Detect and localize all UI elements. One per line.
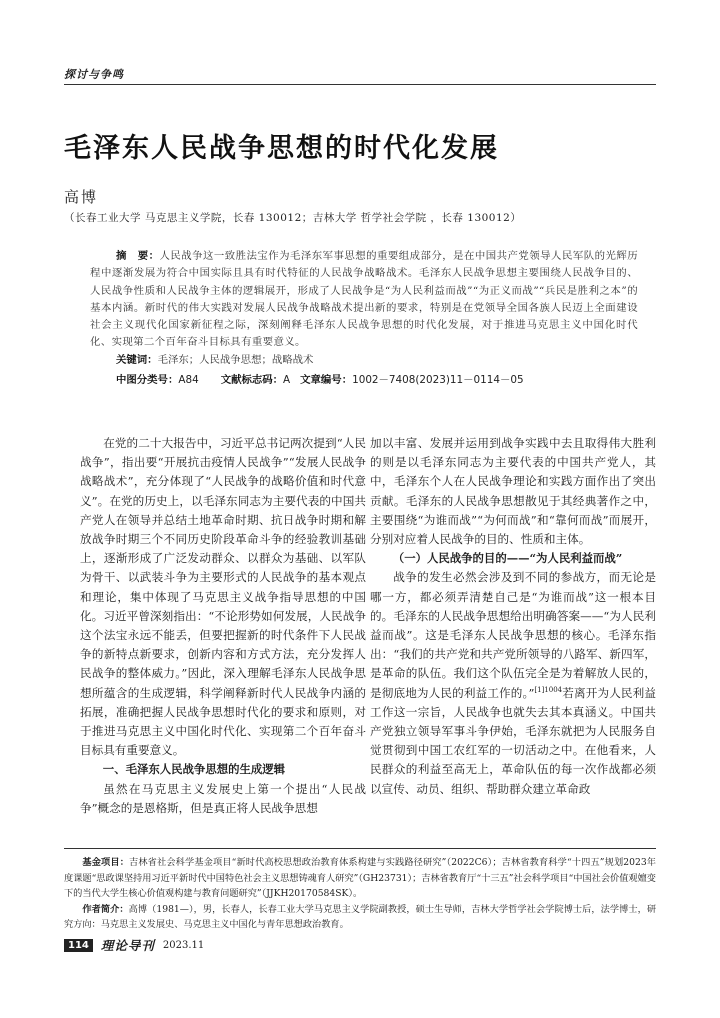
body-paragraph: 在党的二十大报告中，习近平总书记两次提到“人民战争”，指出要“开展抗击疫情人民战争”“发展人民战争战略战术”，充分体现了“人民战争的战略价值和时代意义”。在党的历史上，以毛泽东同志为主要代表的中国共产党人在领导并总结土地革命时期、抗日战争时期和解放战争时期三个不同历史阶段革命斗争的经验教训基础上，逐渐形成了广泛发动群众、以群众为基础、以军队为骨干、以武装斗争为主要形式的人民战争的基本观点和理论，集中体现了马克思主义战争指导思想的中国化。习近平曾深刻指出：“不论形势如何发展，人民战争这个法宝永远不能丢，但要把握新的时代条件下人民战争的新特点新要求，创新内容和方式方法，充分发挥人民战争的整体威力。”因此，深入理解毛泽东人民战争思想所蕴含的生成逻辑，科学阐释新时代人民战争内涵的拓展，准确把握人民战争思想时代化的要求和原则，对于推进马克思主义中国化时代化、实现第二个百年奋斗目标具有重要意义。 <box>80 436 366 758</box>
article-no-label: 文章编号： <box>300 374 353 386</box>
page-footer <box>64 937 204 953</box>
doc-code-label: 文献标志码： <box>220 374 284 386</box>
body-right-column <box>370 434 656 799</box>
section-heading-2: （一）人民战争的目的——“为人民利益而战” <box>392 551 623 566</box>
author-name: 高博 <box>64 188 99 206</box>
keywords-label: 关键词： <box>116 354 158 366</box>
fund-text: 吉林省社会科学基金项目“新时代高校思想政治教育体系构建与实践路径研究”（2022C6）；吉林省教育科学“十四五”规划2023年度课题“思政课坚持用习近平新时代中国特色社会主义思想铸魂育人研究”（GH23731）；吉林省教育厅“十三五”社会科学项目“中国社会价值观嬗变下的当代大学生核心价值观构建与教育问题研究”（JJKH20170584SK）。 <box>64 857 656 900</box>
keywords <box>116 351 313 366</box>
article-no-value: 1002－7408(2023)11－0114－05 <box>352 374 524 386</box>
body-paragraph: 虽然在马克思主义发展史上第一个提出“人民战争”概念的是恩格斯，但是真正将人民战争思想 <box>80 781 366 815</box>
fund-label: 基金项目： <box>82 857 130 868</box>
section-heading-1: 一、毛泽东人民战争思想的生成逻辑 <box>102 762 286 777</box>
body-text: 若离开为人民利益工作这一宗旨，人民战争也就失去其本真涵义。中国共产党独立领导军事斗争伊始，毛泽东就把为人民服务自觉贯彻到中国工农红军的一切活动之中。在他看来，人民群众的利益至高无上，革命队伍的每一次作战都必须以宣传、动员、组织、帮助群众建立革命政 <box>370 685 656 796</box>
keywords-text: 毛泽东；人民战争思想；战略战术 <box>157 354 314 366</box>
abstract-label: 摘 要： <box>116 250 160 262</box>
body-text: 战争的发生必然会涉及到不同的参战方，而无论是哪一方，都必须弄清楚自己是“为谁而战”这一根本目的。毛泽东的人民战争思想给出明确答案——“为人民利益而战”。这是毛泽东人民战争思想的核心。毛泽东指出：“我们的共产党和共产党所领导的八路军、新四军，是革命的队伍。我们这个队伍完全是为着解放人民的，是彻底地为人民的利益工作的。” <box>370 570 656 700</box>
body-paragraph: 加以丰富、发展并运用到战争实践中去且取得伟大胜利的则是以毛泽东同志为主要代表的中国共产党人，其中，毛泽东个人在人民战争理论和实践方面作出了突出贡献。毛泽东的人民战争思想散见于其经典著作之中，主要围绕“为谁而战”“为何而战”和“靠何而战”而展开，分别对应着人民战争的目的、性质和主体。 <box>370 436 656 547</box>
author-bio-text: 高博（1981—），男，长春人，长春工业大学马克思主义学院副教授，硕士生导师，吉林大学哲学社会学院博士后，法学博士，研究方向：马克思主义发展史、马克思主义中国化与青年思想政治教育。 <box>64 903 657 931</box>
citation-ref: [1]1004 <box>534 685 563 694</box>
author-note <box>64 902 656 933</box>
issue-date: 2023.11 <box>162 939 205 951</box>
clc-label: 中图分类号： <box>116 374 179 386</box>
author-affiliation: （长春工业大学 马克思主义学院，长春 130012；吉林大学 哲学社会学院 ，长春 130012） <box>64 212 522 224</box>
doc-code-value: A <box>283 374 291 386</box>
body-paragraph <box>370 568 656 798</box>
abstract <box>90 248 638 352</box>
abstract-text: 人民战争这一致胜法宝作为毛泽东军事思想的重要组成部分，是在中国共产党领导人民军队的光辉历程中逐渐发展为符合中国实际且具有时代特征的人民战争战略战术。毛泽东人民战争思想主要围绕人民战争目的、人民战争性质和人民战争主体的逻辑展开，形成了人民战争是“为人民利益而战”“为正义而战”“兵民是胜利之本”的基本内涵。新时代的伟大实践对发展人民战争战略战术提出新的要求，特别是在党领导全国各族人民迈上全面建设社会主义现代化国家新征程之际，深刻阐释毛泽东人民战争思想的时代化发展，对于推进马克思主义中国化时代化、实现第二个百年奋斗目标具有重要意义。 <box>90 250 638 349</box>
clc-value: A84 <box>178 374 199 386</box>
footnotes <box>64 855 656 933</box>
fund-note <box>64 855 656 902</box>
header-divider <box>64 84 656 85</box>
footnote-divider <box>64 848 656 849</box>
section-header: 探讨与争鸣 <box>64 68 124 81</box>
journal-name: 理论导刊 <box>100 938 155 953</box>
page-number: 114 <box>64 939 93 952</box>
article-title: 毛泽东人民战争思想的时代化发展 <box>64 133 499 164</box>
body-left-column <box>80 434 366 818</box>
classification-line <box>116 371 524 386</box>
author-bio-label: 作者简介： <box>82 903 129 915</box>
